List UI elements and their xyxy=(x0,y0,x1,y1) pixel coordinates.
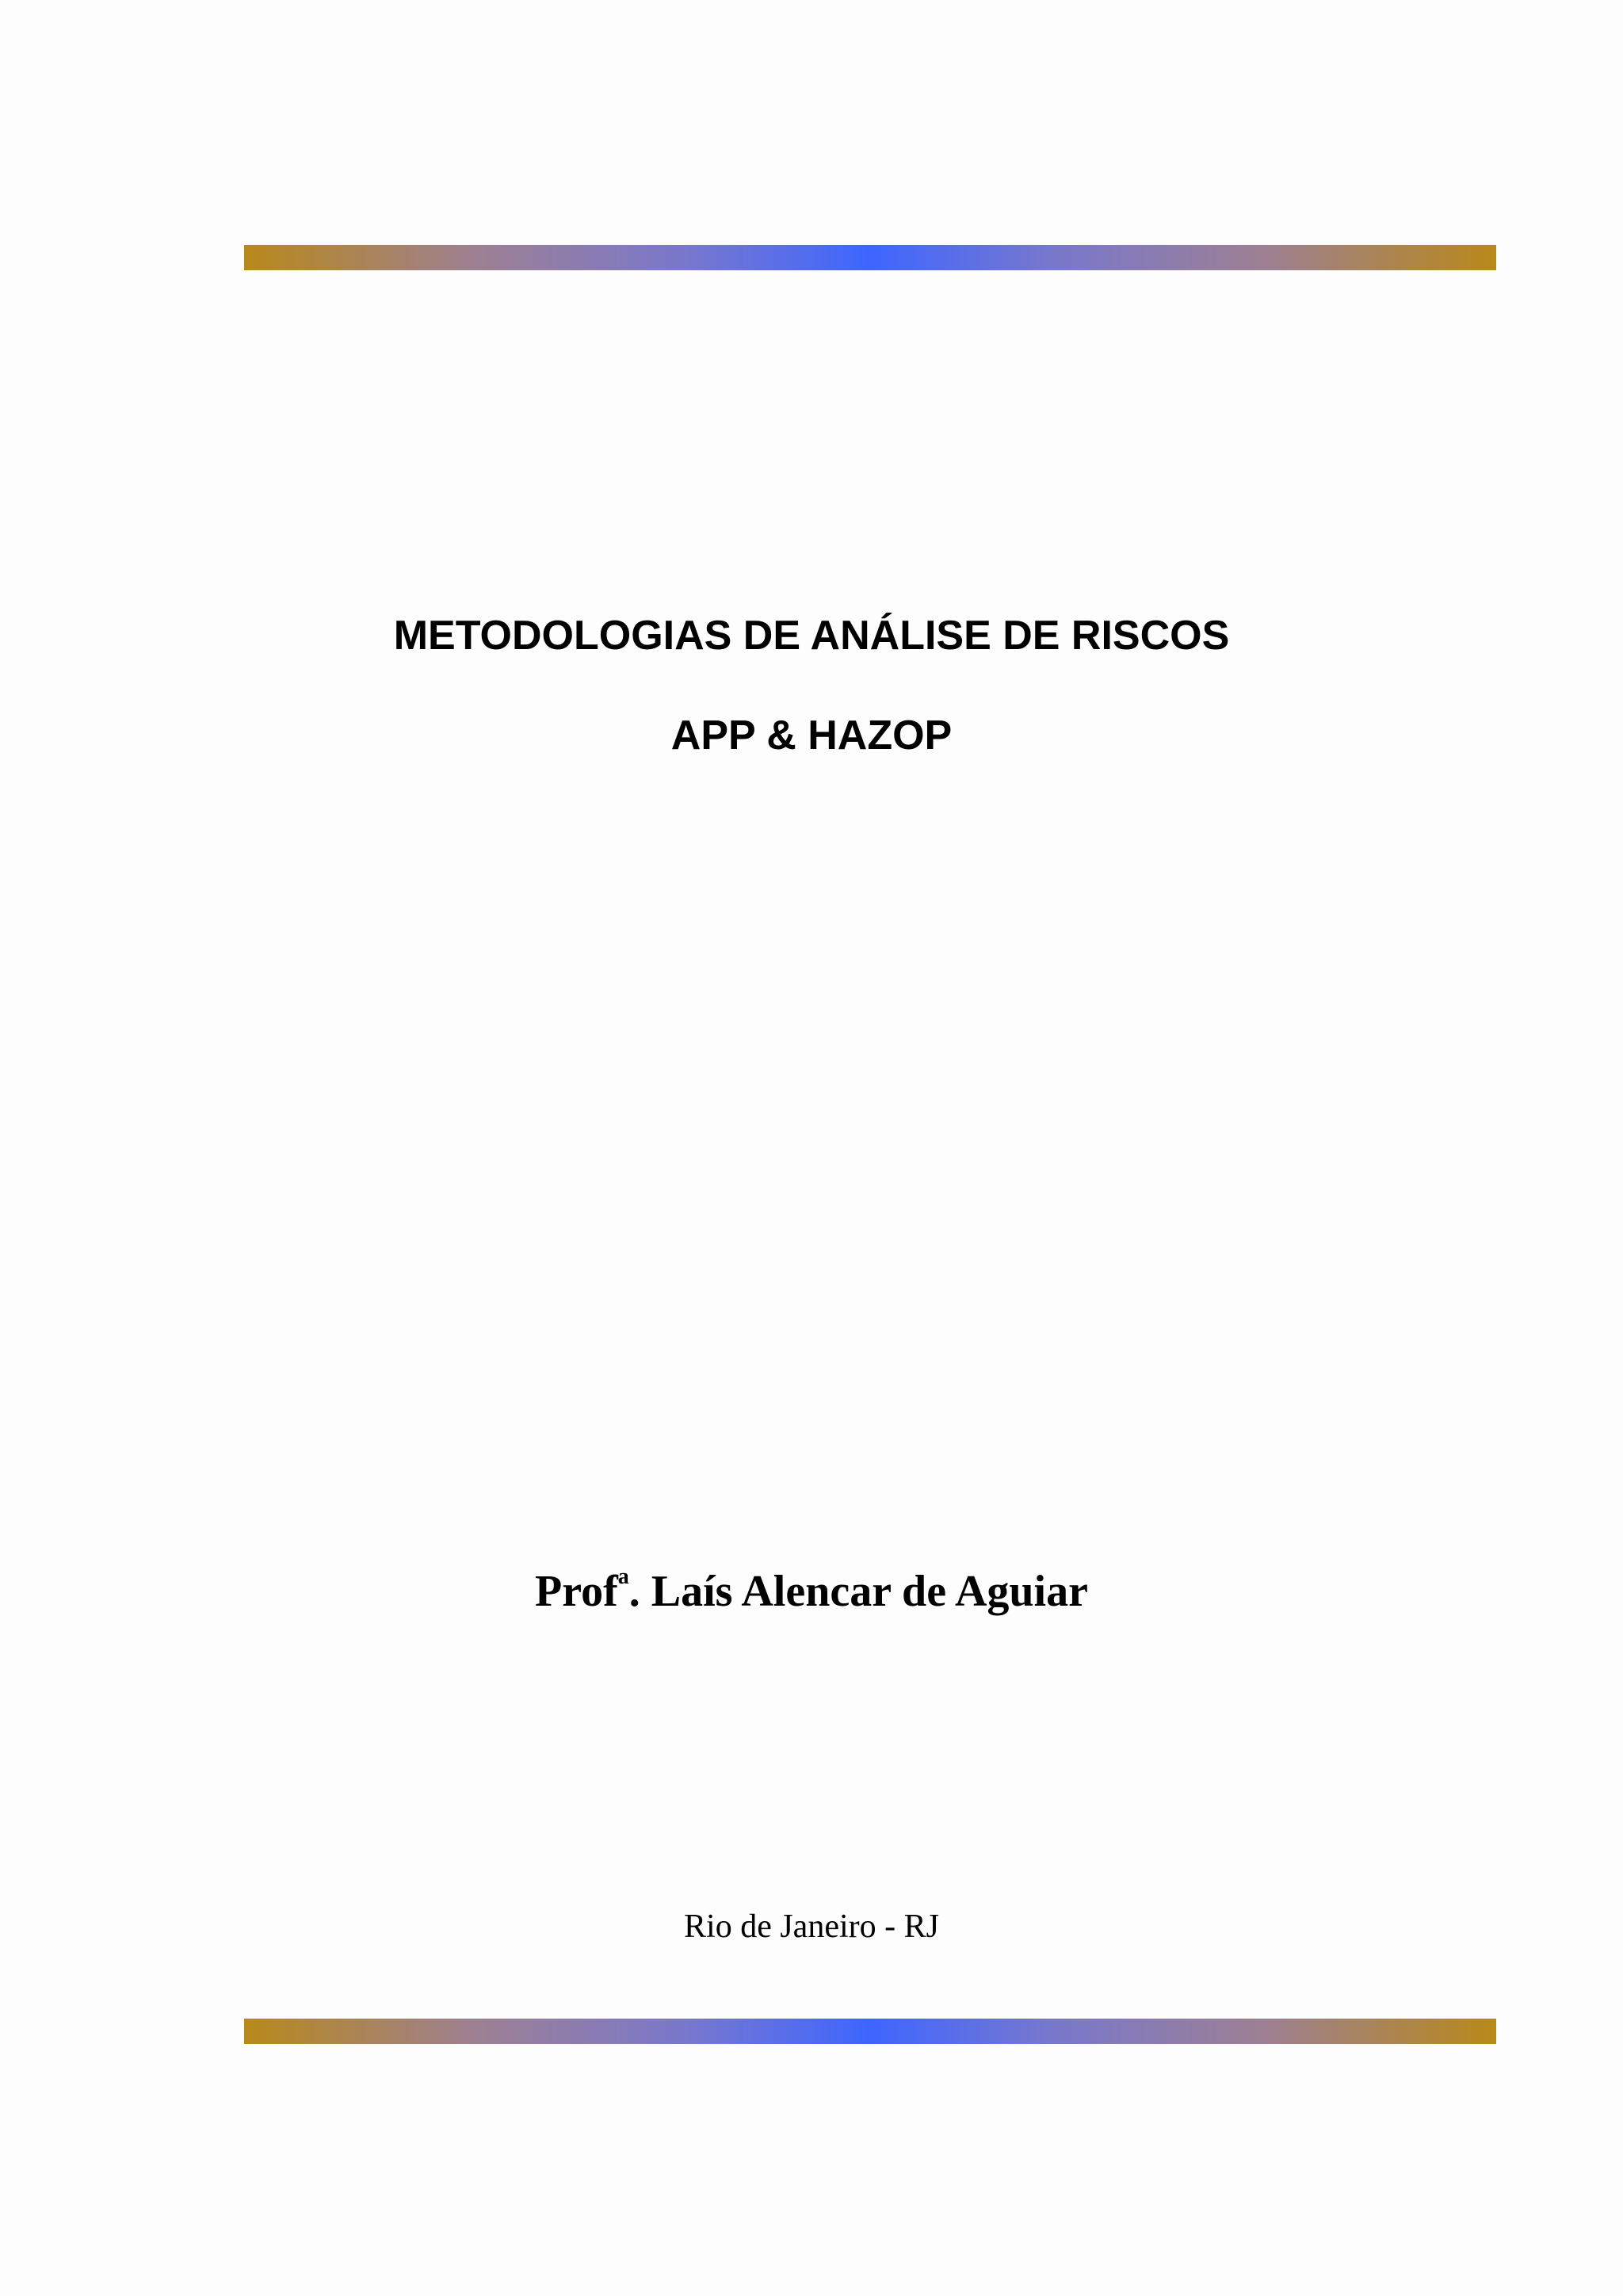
document-title: METODOLOGIAS DE ANÁLISE DE RISCOS xyxy=(393,613,1230,659)
location-text: Rio de Janeiro - RJ xyxy=(684,1908,939,1945)
bottom-decorative-band xyxy=(244,2019,1496,2044)
author-name: . Laís Alencar de Aguiar xyxy=(628,1567,1088,1616)
top-decorative-band xyxy=(244,245,1496,270)
author-title-prefix: Prof xyxy=(535,1567,618,1616)
author-line xyxy=(0,1564,1623,1616)
author-title-superscript: a xyxy=(617,1564,629,1589)
document-subtitle: APP & HAZOP xyxy=(670,712,953,758)
